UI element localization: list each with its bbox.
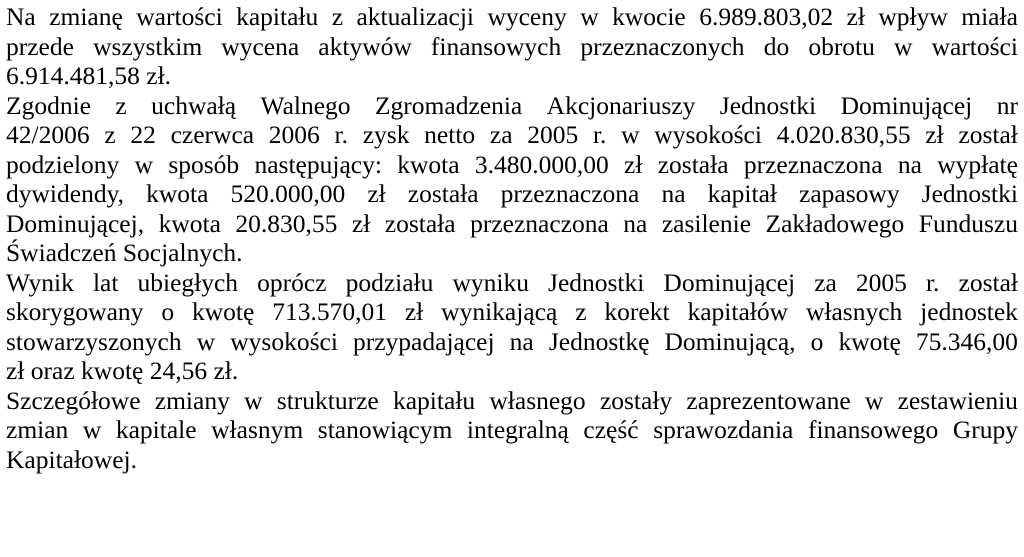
word: r. bbox=[592, 120, 607, 149]
word: Funduszu bbox=[918, 208, 1018, 238]
word: kwota bbox=[158, 208, 221, 238]
word: lat bbox=[92, 267, 119, 297]
word: nr bbox=[996, 90, 1018, 120]
word: ubiegłych bbox=[137, 267, 239, 297]
word: aktualizacji bbox=[356, 2, 474, 31]
word: integralną bbox=[466, 415, 569, 444]
text-line bbox=[6, 91, 1018, 121]
word: w bbox=[580, 2, 599, 31]
word: został bbox=[958, 120, 1018, 149]
word: zasilenie bbox=[661, 208, 752, 238]
word: podziału bbox=[345, 267, 434, 297]
word: została bbox=[657, 149, 729, 179]
word: stowarzyszonych bbox=[6, 326, 182, 356]
word: wartości bbox=[931, 31, 1018, 61]
paragraph-prior-years-result bbox=[6, 268, 1018, 386]
word: na bbox=[623, 208, 648, 238]
text-line bbox=[6, 209, 1018, 239]
word: 2005 bbox=[527, 120, 579, 149]
word: za bbox=[814, 267, 837, 297]
word: przeznaczonych bbox=[580, 31, 745, 61]
word: wyceny bbox=[487, 2, 567, 31]
word: w bbox=[621, 120, 640, 149]
word: na bbox=[509, 326, 534, 356]
text-line bbox=[6, 2, 1018, 32]
word: na bbox=[661, 179, 686, 208]
text-line bbox=[6, 179, 1018, 209]
word: z bbox=[575, 297, 587, 326]
word: wycena bbox=[221, 31, 300, 61]
word: finansowego bbox=[807, 415, 939, 444]
word: oprócz bbox=[257, 267, 327, 297]
word: wysokości bbox=[654, 120, 762, 149]
word: kwotę bbox=[191, 297, 255, 326]
word: Zgromadzenia bbox=[374, 90, 523, 120]
word: Grupy bbox=[952, 415, 1018, 444]
paragraph-profit-distribution bbox=[6, 91, 1018, 268]
word: 6.989.803,02 bbox=[699, 2, 834, 31]
word: zysk bbox=[362, 120, 410, 149]
word: 22 bbox=[130, 120, 156, 149]
word: Akcjonariuszy bbox=[546, 90, 696, 120]
word: zł bbox=[846, 2, 865, 31]
word: zł bbox=[351, 208, 371, 238]
word: zestawieniu bbox=[897, 385, 1018, 415]
word: Dominującej bbox=[663, 267, 796, 297]
word: 75.346,00 bbox=[915, 326, 1018, 356]
word: do bbox=[763, 31, 790, 61]
word: kapitale bbox=[115, 415, 197, 444]
word: Na bbox=[6, 2, 36, 31]
word: skorygowany bbox=[6, 297, 144, 326]
word: Zgodnie bbox=[6, 90, 91, 120]
word: wysokości bbox=[230, 326, 338, 356]
word: kapitałów bbox=[687, 297, 789, 326]
word: 20.830,55 bbox=[235, 208, 338, 238]
word: aktywów bbox=[318, 31, 412, 61]
word: kapitał bbox=[707, 179, 777, 208]
text-line: Kapitałowej. bbox=[6, 444, 137, 474]
word: przeznaczona bbox=[470, 208, 609, 238]
word: czerwca bbox=[170, 120, 255, 149]
word: zapasowy bbox=[799, 179, 900, 208]
word: zł bbox=[367, 179, 386, 208]
word: korekt bbox=[604, 297, 670, 326]
word: zł bbox=[624, 149, 643, 179]
text-line bbox=[6, 297, 1018, 327]
word: Szczegółowe bbox=[6, 385, 141, 415]
word: Dominującą, bbox=[664, 326, 796, 356]
word: dywidendy, bbox=[6, 179, 125, 208]
word: r. bbox=[925, 267, 940, 297]
text-line bbox=[6, 150, 1018, 180]
word: kapitału bbox=[392, 385, 476, 415]
word: przypadającej bbox=[353, 326, 495, 356]
word: własnym bbox=[211, 415, 304, 444]
paragraph-equity-changes bbox=[6, 386, 1018, 475]
word: obrotu bbox=[808, 31, 875, 61]
word: 4.020.830,55 bbox=[776, 120, 911, 149]
word: podzielony bbox=[6, 149, 120, 179]
word: stanowiącym bbox=[317, 415, 453, 444]
word: zmianę bbox=[49, 2, 123, 31]
word: Jednostki bbox=[548, 267, 645, 297]
word: r. bbox=[334, 120, 348, 149]
word: 2006 bbox=[268, 120, 320, 149]
text-line bbox=[6, 386, 1018, 416]
word: zmiany bbox=[154, 385, 230, 415]
word: kwota bbox=[397, 149, 460, 179]
text-line bbox=[6, 120, 1018, 150]
word: jednostek bbox=[920, 297, 1018, 326]
word: kwota bbox=[146, 179, 209, 208]
word: część bbox=[583, 415, 639, 444]
text-line: Świadczeń Socjalnych. bbox=[6, 238, 243, 267]
word: sposób bbox=[168, 149, 240, 179]
text-line: zł oraz kwotę 24,56 zł. bbox=[6, 356, 239, 385]
word: został bbox=[958, 267, 1018, 297]
word: wypłatę bbox=[937, 149, 1018, 179]
word: w bbox=[244, 385, 263, 415]
word: Wynik bbox=[6, 267, 74, 297]
word: w bbox=[864, 385, 884, 415]
word: wpływ bbox=[878, 2, 948, 31]
word: uchwałą bbox=[151, 90, 237, 120]
text-line: 6.914.481,58 zł. bbox=[6, 61, 172, 90]
text-line bbox=[6, 327, 1018, 357]
word: zł bbox=[925, 120, 944, 149]
paragraph-revaluation-capital bbox=[6, 2, 1018, 91]
word: Dominującej bbox=[840, 90, 973, 120]
word: 520.000,00 bbox=[230, 179, 346, 208]
text-line bbox=[6, 268, 1018, 298]
word: Walnego bbox=[260, 90, 351, 120]
word: finansowych bbox=[430, 31, 562, 61]
word: następujący: bbox=[254, 149, 382, 179]
word: 3.480.000,00 bbox=[474, 149, 609, 179]
word: na bbox=[897, 149, 922, 179]
word: Dominującej, bbox=[6, 208, 145, 238]
word: z bbox=[104, 120, 116, 149]
word: Zakładowego bbox=[765, 208, 905, 238]
word: netto bbox=[424, 120, 476, 149]
word: przeznaczona bbox=[743, 149, 883, 179]
word: wyniku bbox=[452, 267, 529, 297]
word: o bbox=[810, 326, 824, 356]
text-line bbox=[6, 32, 1018, 62]
word: przede bbox=[6, 31, 74, 61]
word: wartości bbox=[136, 2, 223, 31]
word: własnych bbox=[805, 297, 903, 326]
word: strukturze bbox=[276, 385, 379, 415]
word: zostały bbox=[599, 385, 673, 415]
word: kwotę bbox=[838, 326, 901, 356]
word: 713.570,01 bbox=[272, 297, 387, 326]
word: została bbox=[407, 179, 479, 208]
word: za bbox=[489, 120, 513, 149]
word: zmian bbox=[6, 415, 69, 444]
word: w bbox=[894, 31, 913, 61]
word: 2005 bbox=[855, 267, 907, 297]
word: zł bbox=[404, 297, 424, 326]
word: miała bbox=[961, 2, 1018, 31]
word: własnego bbox=[489, 385, 586, 415]
word: zaprezentowane bbox=[686, 385, 851, 415]
word: Jednostki bbox=[719, 90, 817, 120]
word: Jednostki bbox=[921, 179, 1018, 208]
word: 42/2006 bbox=[6, 120, 90, 149]
word: z bbox=[115, 90, 127, 120]
word: w bbox=[82, 415, 102, 444]
text-line bbox=[6, 415, 1018, 445]
word: kwocie bbox=[612, 2, 686, 31]
word: Jednostkę bbox=[548, 326, 650, 356]
word: sprawozdania bbox=[653, 415, 794, 444]
word: została bbox=[384, 208, 456, 238]
word: kapitału bbox=[236, 2, 319, 31]
word: w bbox=[196, 326, 216, 356]
word: wynikającą bbox=[441, 297, 558, 326]
word: wszystkim bbox=[93, 31, 203, 61]
word: przeznaczona bbox=[500, 179, 640, 208]
word: z bbox=[331, 2, 344, 31]
word: o bbox=[161, 297, 175, 326]
word: w bbox=[134, 149, 154, 179]
